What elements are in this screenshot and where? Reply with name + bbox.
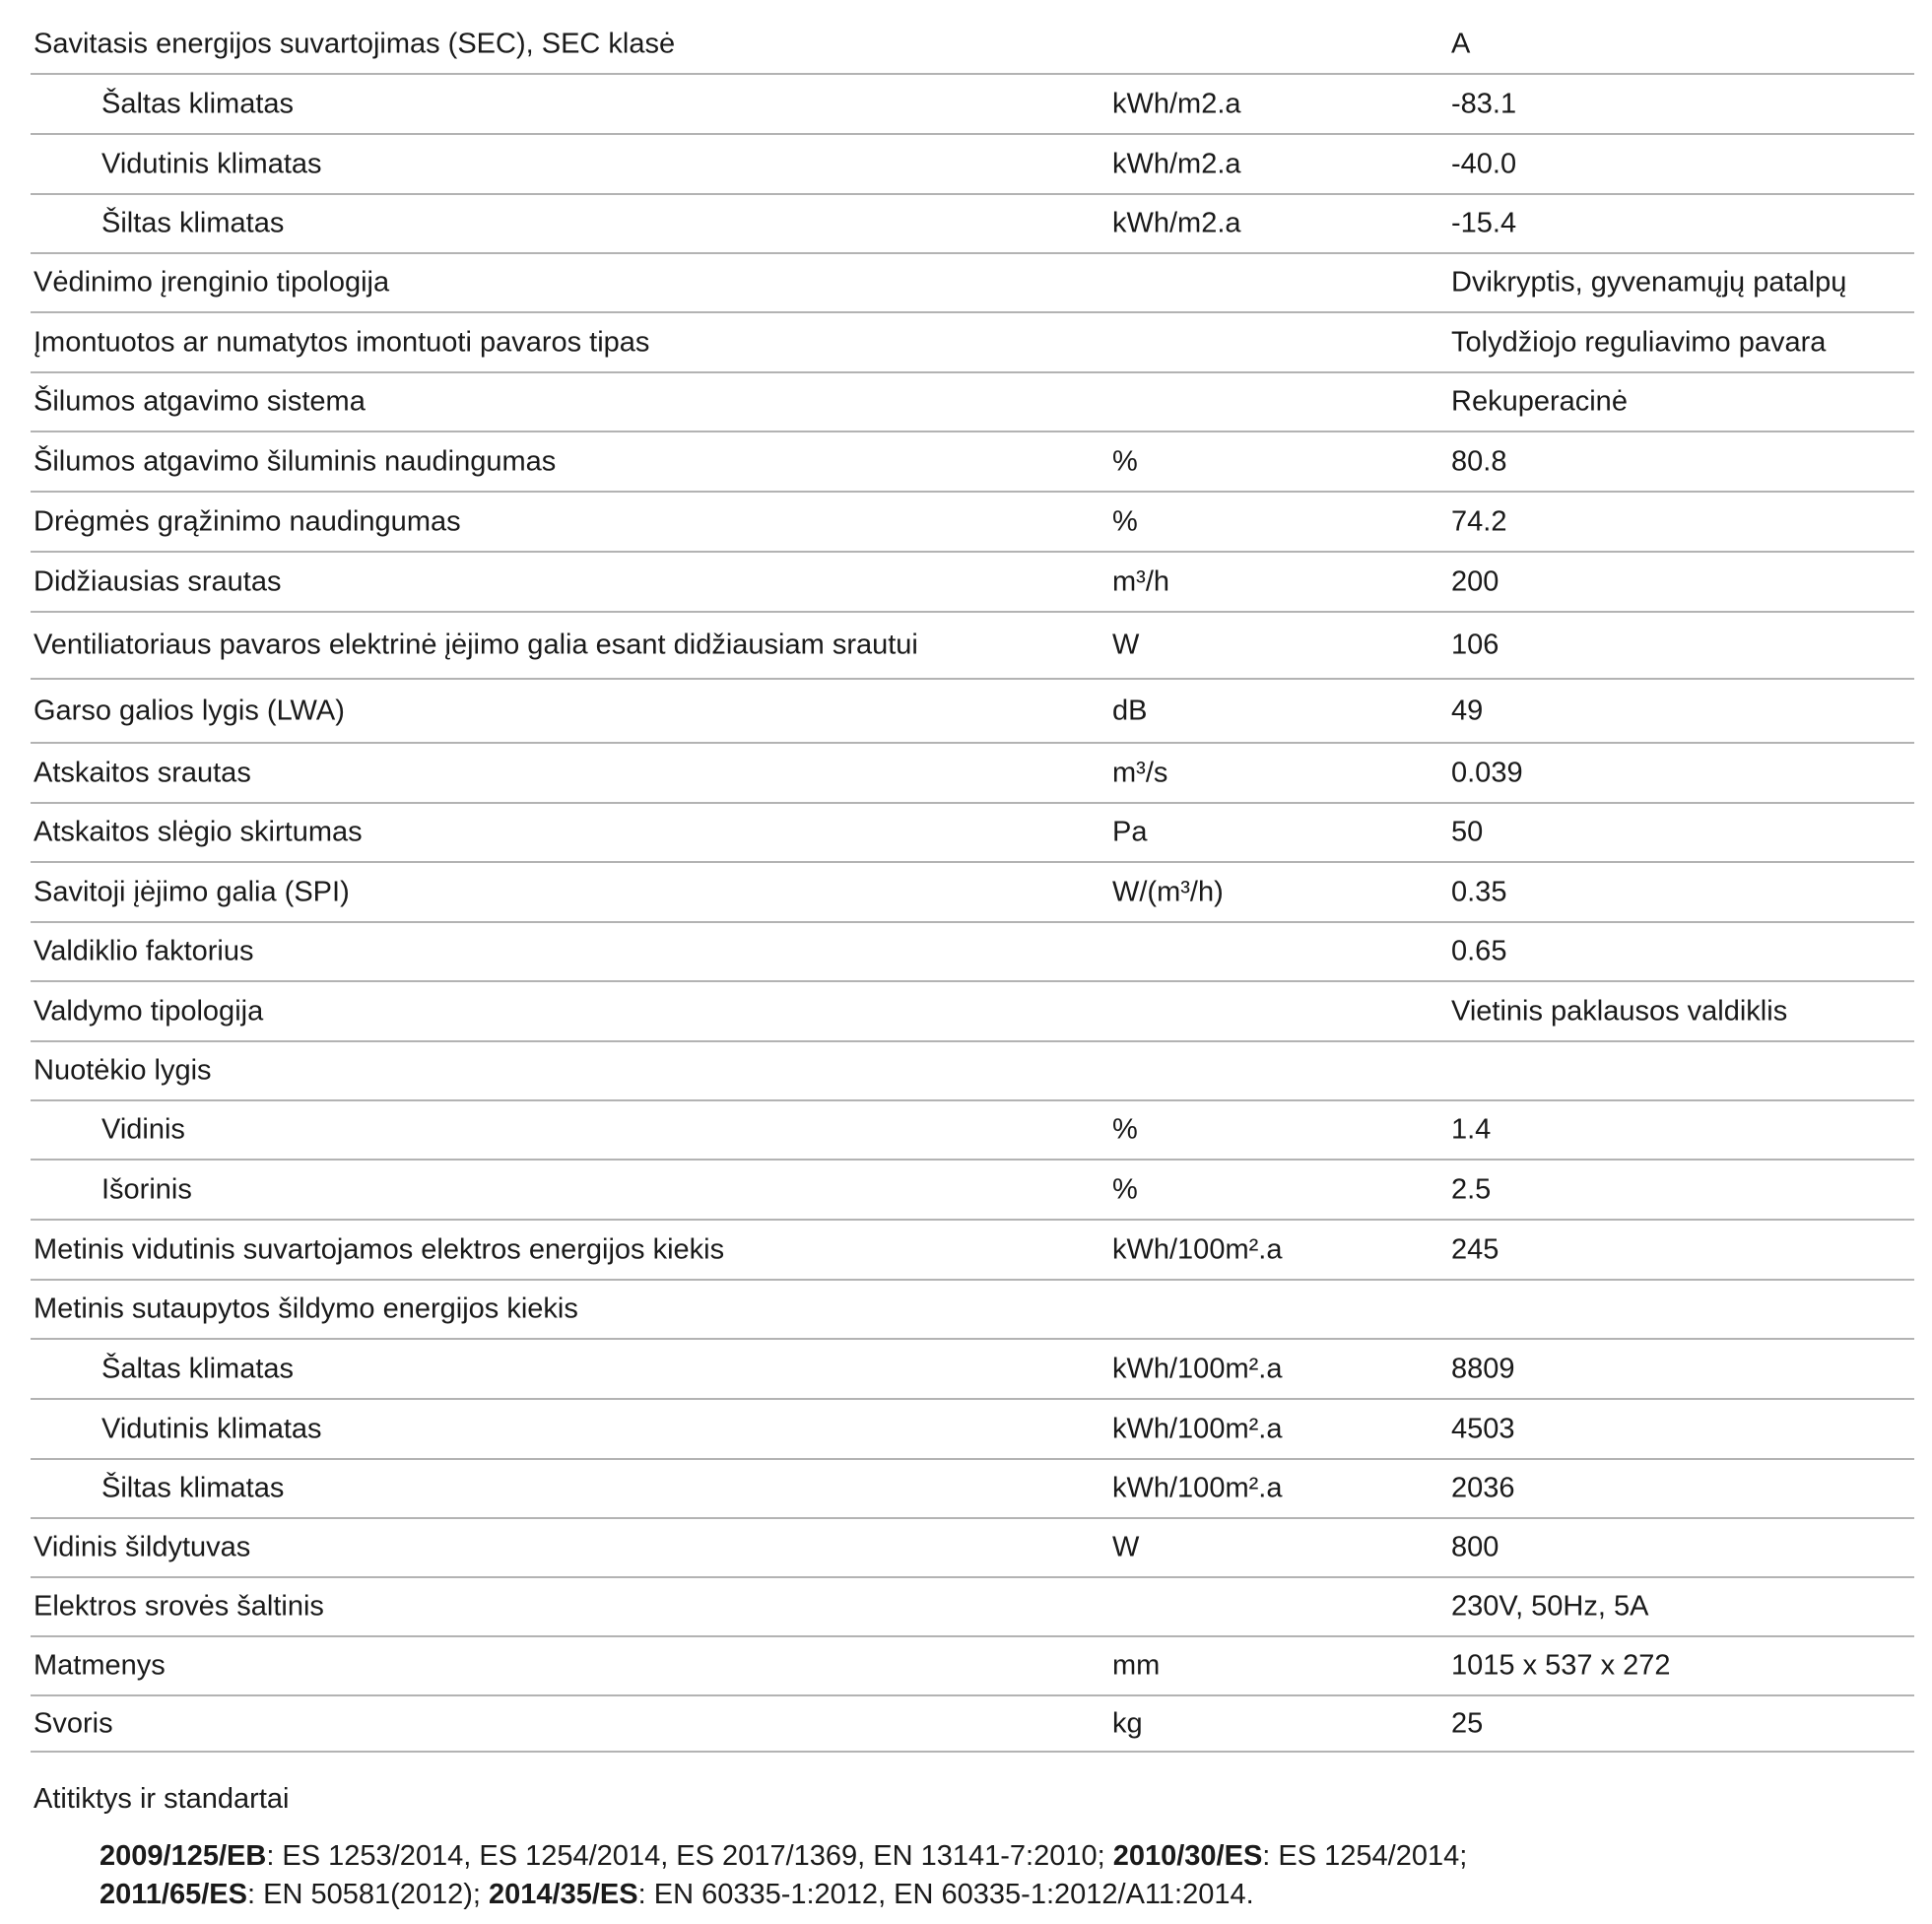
table-row: [31, 1221, 1914, 1281]
row-value: 230V, 50Hz, 5A: [1451, 1590, 1649, 1623]
row-label: Šiltas klimatas: [101, 207, 285, 239]
row-label: Elektros srovės šaltinis: [33, 1590, 324, 1623]
table-row: [31, 1637, 1914, 1696]
table-row: [31, 1281, 1914, 1340]
row-label: Garso galios lygis (LWA): [33, 695, 345, 726]
row-label: Šilumos atgavimo sistema: [33, 385, 366, 418]
directive-code: 2009/125/EB: [100, 1840, 267, 1872]
table-row: [31, 254, 1914, 313]
row-value: 80.8: [1451, 445, 1507, 477]
directive-code: 2014/35/ES: [489, 1879, 638, 1910]
table-row: [31, 1400, 1914, 1460]
row-label: Įmontuotos ar numatytos imontuoti pavaros tipas: [33, 326, 650, 358]
table-row: [31, 923, 1914, 982]
directive-text: : ES 1254/2014;: [1262, 1840, 1468, 1872]
row-unit: dB: [1112, 695, 1148, 726]
row-label: Atskaitos slėgio skirtumas: [33, 816, 363, 848]
row-value: 0.039: [1451, 757, 1523, 788]
row-label: Vidutinis klimatas: [101, 1413, 322, 1444]
table-row: [31, 313, 1914, 373]
row-label: Metinis vidutinis suvartojamos elektros energijos kiekis: [33, 1233, 725, 1265]
row-label: Valdymo tipologija: [33, 995, 264, 1027]
directive-text: : EN 60335-1:2012, EN 60335-1:2012/A11:2014.: [637, 1879, 1254, 1910]
table-row: [31, 1696, 1914, 1753]
row-unit: W: [1112, 1531, 1140, 1563]
table-row: [31, 75, 1914, 135]
row-unit: mm: [1112, 1649, 1161, 1682]
table-row: [31, 1578, 1914, 1637]
row-unit: %: [1112, 1113, 1138, 1146]
row-label: Vidinis: [101, 1113, 185, 1146]
row-unit: kWh/100m².a: [1112, 1353, 1283, 1384]
row-unit: W: [1112, 629, 1140, 661]
row-value: 1.4: [1451, 1113, 1492, 1146]
row-value: 245: [1451, 1233, 1499, 1265]
row-label: Ventiliatoriaus pavaros elektrinė įėjimo galia esant didžiausiam srautui: [33, 629, 918, 661]
row-unit: kWh/m2.a: [1112, 148, 1241, 179]
row-label: Nuotėkio lygis: [33, 1054, 212, 1087]
row-label: Vėdinimo įrenginio tipologija: [33, 266, 390, 299]
row-unit: kWh/100m².a: [1112, 1233, 1283, 1265]
table-row: [31, 1101, 1914, 1161]
directive-code: 2010/30/ES: [1112, 1840, 1263, 1872]
row-label: Atskaitos srautas: [33, 757, 251, 788]
table-row: [31, 804, 1914, 863]
table-row: [31, 744, 1914, 804]
row-value: 74.2: [1451, 505, 1507, 537]
table-row: [31, 1161, 1914, 1221]
row-value: 8809: [1451, 1353, 1515, 1384]
row-unit: kWh/100m².a: [1112, 1413, 1283, 1444]
table-row: [31, 680, 1914, 744]
table-row: [31, 432, 1914, 493]
row-value: 106: [1451, 629, 1499, 661]
table-row: [31, 863, 1914, 923]
row-unit: m³/s: [1112, 757, 1168, 788]
row-value: 4503: [1451, 1413, 1515, 1444]
row-value: -40.0: [1451, 148, 1517, 179]
row-label: Svoris: [33, 1707, 113, 1739]
row-unit: kWh/100m².a: [1112, 1472, 1283, 1504]
table-row: [31, 982, 1914, 1042]
standards-title: Atitiktys ir standartai: [33, 1783, 290, 1815]
directive-text: : EN 50581(2012);: [246, 1879, 490, 1910]
table-row: [31, 1340, 1914, 1400]
row-value: Dvikryptis, gyvenamųjų patalpų: [1451, 266, 1847, 299]
row-label: Valdiklio faktorius: [33, 935, 254, 967]
row-label: Savitoji įėjimo galia (SPI): [33, 876, 350, 907]
row-label: Šilumos atgavimo šiluminis naudingumas: [33, 445, 557, 477]
row-label: Matmenys: [33, 1649, 166, 1682]
table-row: [31, 195, 1914, 254]
table-row: [31, 553, 1914, 613]
row-value: Vietinis paklausos valdiklis: [1451, 995, 1788, 1027]
table-row: [31, 493, 1914, 553]
row-value: -83.1: [1451, 88, 1517, 119]
row-value: 50: [1451, 816, 1484, 848]
row-unit: %: [1112, 445, 1138, 477]
row-unit: kWh/m2.a: [1112, 207, 1241, 239]
row-label: Savitasis energijos suvartojimas (SEC), SEC klasė: [33, 28, 676, 60]
row-value: Tolydžiojo reguliavimo pavara: [1451, 326, 1827, 358]
row-unit: kg: [1112, 1707, 1143, 1739]
directive-text: : ES 1253/2014, ES 1254/2014, ES 2017/1369, EN 13141-7:2010;: [266, 1840, 1113, 1872]
row-label: Vidinis šildytuvas: [33, 1531, 251, 1563]
row-label: Šaltas klimatas: [101, 88, 295, 119]
row-value: 2.5: [1451, 1173, 1492, 1205]
row-label: Šaltas klimatas: [101, 1353, 295, 1384]
row-value: 49: [1451, 695, 1484, 726]
row-value: 0.35: [1451, 876, 1507, 907]
standards-text: [100, 1837, 1893, 1914]
table-row: [31, 1519, 1914, 1578]
row-value: 25: [1451, 1707, 1484, 1739]
row-label: Metinis sutaupytos šildymo energijos kiekis: [33, 1293, 578, 1325]
row-unit: m³/h: [1112, 565, 1169, 597]
row-value: 200: [1451, 565, 1499, 597]
row-unit: kWh/m2.a: [1112, 88, 1241, 119]
table-row: [31, 613, 1914, 680]
table-row: [31, 135, 1914, 195]
row-value: Rekuperacinė: [1451, 385, 1628, 418]
spec-table: [31, 16, 1914, 1753]
row-label: Vidutinis klimatas: [101, 148, 322, 179]
row-unit: Pa: [1112, 816, 1148, 848]
row-unit: W/(m³/h): [1112, 876, 1224, 907]
table-row: [31, 1042, 1914, 1101]
row-label: Išorinis: [101, 1173, 192, 1205]
row-value: A: [1451, 28, 1471, 60]
table-row: [31, 373, 1914, 432]
row-value: -15.4: [1451, 207, 1517, 239]
table-row: [31, 1460, 1914, 1519]
row-label: Didžiausias srautas: [33, 565, 282, 597]
row-value: 0.65: [1451, 935, 1507, 967]
row-value: 1015 x 537 x 272: [1451, 1649, 1671, 1682]
table-row: [31, 16, 1914, 75]
row-unit: %: [1112, 1173, 1138, 1205]
row-label: Šiltas klimatas: [101, 1472, 285, 1504]
directive-code: 2011/65/ES: [100, 1879, 247, 1910]
row-label: Drėgmės grąžinimo naudingumas: [33, 505, 461, 537]
row-value: 2036: [1451, 1472, 1515, 1504]
row-value: 800: [1451, 1531, 1499, 1563]
row-unit: %: [1112, 505, 1138, 537]
